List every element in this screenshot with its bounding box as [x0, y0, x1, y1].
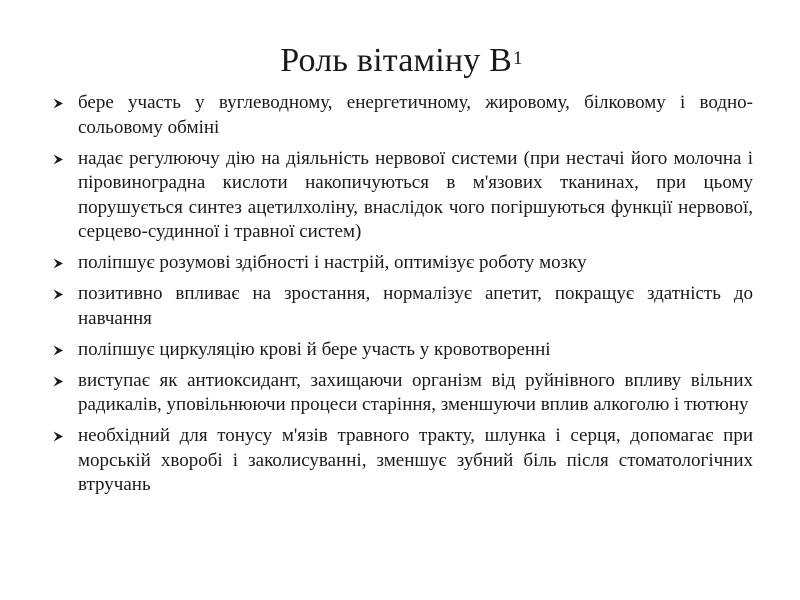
list-item — [50, 147, 753, 245]
arrow-bullet-icon — [52, 257, 65, 270]
slide-title-subscript: 1 — [513, 48, 523, 69]
list-item-text: виступає як антиоксидант, захищаючи організм від руйнівного впливу вільних радикалів, уповільнюючи процеси старіння, зменшуючи вплив алкоголю і тютюну — [78, 369, 753, 415]
arrow-bullet-icon — [52, 375, 65, 388]
list-item — [50, 251, 753, 276]
list-item-text: необхідний для тонусу м'язів травного тракту, шлунка і серця, допомагає при морській хворобі і заколисуванні, зменшує зубний біль після стоматологічних втручань — [78, 425, 753, 495]
arrow-bullet-icon — [52, 97, 65, 110]
list-item-text: бере участь у вуглеводному, енергетичному, жировому, білковому і водно-сольовому обміні — [78, 92, 753, 138]
slide-title — [50, 38, 753, 82]
list-item — [50, 91, 753, 140]
arrow-bullet-icon — [52, 153, 65, 166]
slide-title-text: Роль вітаміну В — [280, 42, 513, 79]
list-item — [50, 282, 753, 331]
list-item-text: поліпшує циркуляцію крові й бере участь у кровотворенні — [78, 338, 551, 360]
bullet-list — [50, 91, 753, 498]
list-item — [50, 424, 753, 498]
arrow-bullet-icon — [52, 430, 65, 443]
list-item — [50, 338, 753, 363]
list-item-text: поліпшує розумові здібності і настрій, оптимізує роботу мозку — [78, 252, 587, 273]
arrow-bullet-icon — [52, 344, 65, 357]
list-item-text: надає регулюючу дію на діяльність нервової системи (при нестачі його молочна і піровиноградна кислоти накопичуються в м'язових тканинах, при цьому порушується синтез ацетилхоліну, внаслідок чого погіршуються функції нервової, серцево-судинної і травної систем) — [78, 147, 753, 242]
arrow-bullet-icon — [52, 288, 65, 301]
list-item-text: позитивно впливає на зростання, нормалізує апетит, покращує здатність до навчання — [78, 283, 753, 329]
list-item — [50, 369, 753, 418]
